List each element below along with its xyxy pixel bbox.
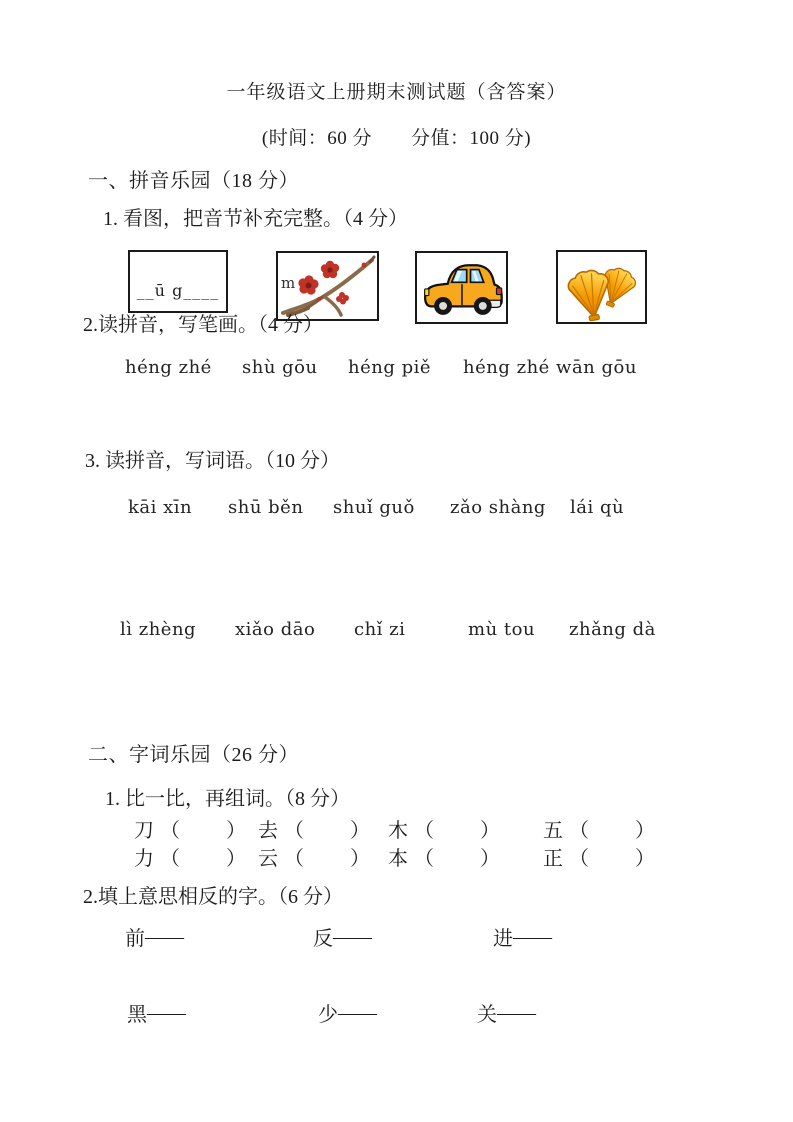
compare-cell bbox=[388, 820, 500, 843]
compare-cell bbox=[543, 848, 655, 871]
answer-line: —— bbox=[147, 1002, 185, 1024]
plum-blossom-box bbox=[276, 251, 379, 321]
opposite-char: 黑 bbox=[127, 1004, 147, 1026]
word-pinyin: chǐ zi bbox=[354, 619, 406, 640]
opposite-char: 进 bbox=[493, 928, 513, 950]
close-paren: ） bbox=[226, 820, 246, 842]
compare-cell bbox=[134, 848, 246, 871]
stroke-pinyin: shù gōu bbox=[242, 357, 318, 378]
opposite-item bbox=[127, 1004, 185, 1027]
close-paren: ） bbox=[350, 848, 370, 870]
close-paren: ） bbox=[480, 820, 500, 842]
car-image bbox=[417, 253, 506, 322]
answer-line: —— bbox=[333, 926, 371, 948]
page-subtitle: (时间：60 分 分值：100 分) bbox=[261, 128, 532, 149]
compare-char: 正 bbox=[543, 848, 563, 870]
close-paren: ） bbox=[480, 848, 500, 870]
word-pinyin: lì zhèng bbox=[120, 619, 197, 640]
answer-line: —— bbox=[497, 1002, 535, 1024]
opposite-item bbox=[477, 1004, 535, 1027]
compare-cell bbox=[388, 848, 500, 871]
word-pinyin: lái qù bbox=[570, 497, 625, 518]
open-paren: （ bbox=[160, 820, 180, 842]
opposite-item bbox=[125, 928, 183, 951]
answer-line: —— bbox=[338, 1002, 376, 1024]
word-pinyin: shū běn bbox=[228, 497, 304, 518]
shells-box bbox=[556, 250, 647, 324]
word-pinyin: zǎo shàng bbox=[450, 497, 546, 518]
syllable-blank-text: __ū g____ bbox=[136, 280, 220, 300]
compare-char: 力 bbox=[134, 848, 154, 870]
compare-char: 去 bbox=[258, 820, 278, 842]
word-pinyin: mù tou bbox=[468, 619, 536, 640]
page-title: 一年级语文上册期末测试题（含答案） bbox=[226, 82, 567, 103]
open-paren: （ bbox=[569, 848, 589, 870]
compare-char: 云 bbox=[258, 848, 278, 870]
open-paren: （ bbox=[569, 820, 589, 842]
section1-q2-label: 2.读拼音，写笔画。（4 分） bbox=[83, 314, 323, 336]
section2-q2-label: 2.填上意思相反的字。（6 分） bbox=[83, 886, 343, 908]
close-paren: ） bbox=[226, 848, 246, 870]
open-paren: （ bbox=[414, 820, 434, 842]
opposite-char: 反 bbox=[313, 928, 333, 950]
word-pinyin: xiǎo dāo bbox=[235, 619, 316, 640]
open-paren: （ bbox=[284, 848, 304, 870]
compare-cell bbox=[258, 848, 370, 871]
compare-cell bbox=[134, 820, 246, 843]
compare-cell bbox=[543, 820, 655, 843]
stroke-pinyin: héng piě bbox=[348, 357, 432, 378]
syllable-letter-m: m bbox=[281, 274, 296, 292]
section2-heading: 二、字词乐园（26 分） bbox=[88, 744, 299, 766]
word-pinyin: kāi xīn bbox=[128, 497, 193, 518]
word-pinyin: shuǐ guǒ bbox=[333, 497, 415, 518]
section1-q1-label: 1. 看图，把音节补充完整。（4 分） bbox=[103, 208, 408, 230]
syllable-blank-box bbox=[128, 250, 228, 313]
stroke-pinyin: héng zhé wān gōu bbox=[463, 357, 637, 378]
open-paren: （ bbox=[414, 848, 434, 870]
section1-heading: 一、拼音乐园（18 分） bbox=[88, 170, 299, 192]
opposite-item bbox=[493, 928, 551, 951]
compare-char: 木 bbox=[388, 820, 408, 842]
open-paren: （ bbox=[160, 848, 180, 870]
open-paren: （ bbox=[284, 820, 304, 842]
section1-q3-label: 3. 读拼音，写词语。（10 分） bbox=[85, 450, 340, 472]
opposite-char: 前 bbox=[125, 928, 145, 950]
close-paren: ） bbox=[350, 820, 370, 842]
section2-q1-label: 1. 比一比，再组词。（8 分） bbox=[105, 788, 350, 810]
scallop-shells-image bbox=[558, 252, 645, 322]
opposite-char: 少 bbox=[318, 1004, 338, 1026]
answer-line: —— bbox=[513, 926, 551, 948]
opposite-char: 关 bbox=[477, 1004, 497, 1026]
stroke-pinyin: héng zhé bbox=[125, 357, 212, 378]
answer-line: —— bbox=[145, 926, 183, 948]
car-box bbox=[415, 251, 508, 324]
compare-cell bbox=[258, 820, 370, 843]
close-paren: ） bbox=[635, 820, 655, 842]
close-paren: ） bbox=[635, 848, 655, 870]
compare-char: 刀 bbox=[134, 820, 154, 842]
word-pinyin: zhǎng dà bbox=[569, 619, 656, 640]
compare-char: 五 bbox=[543, 820, 563, 842]
compare-char: 本 bbox=[388, 848, 408, 870]
opposite-item bbox=[318, 1004, 376, 1027]
opposite-item bbox=[313, 928, 371, 951]
